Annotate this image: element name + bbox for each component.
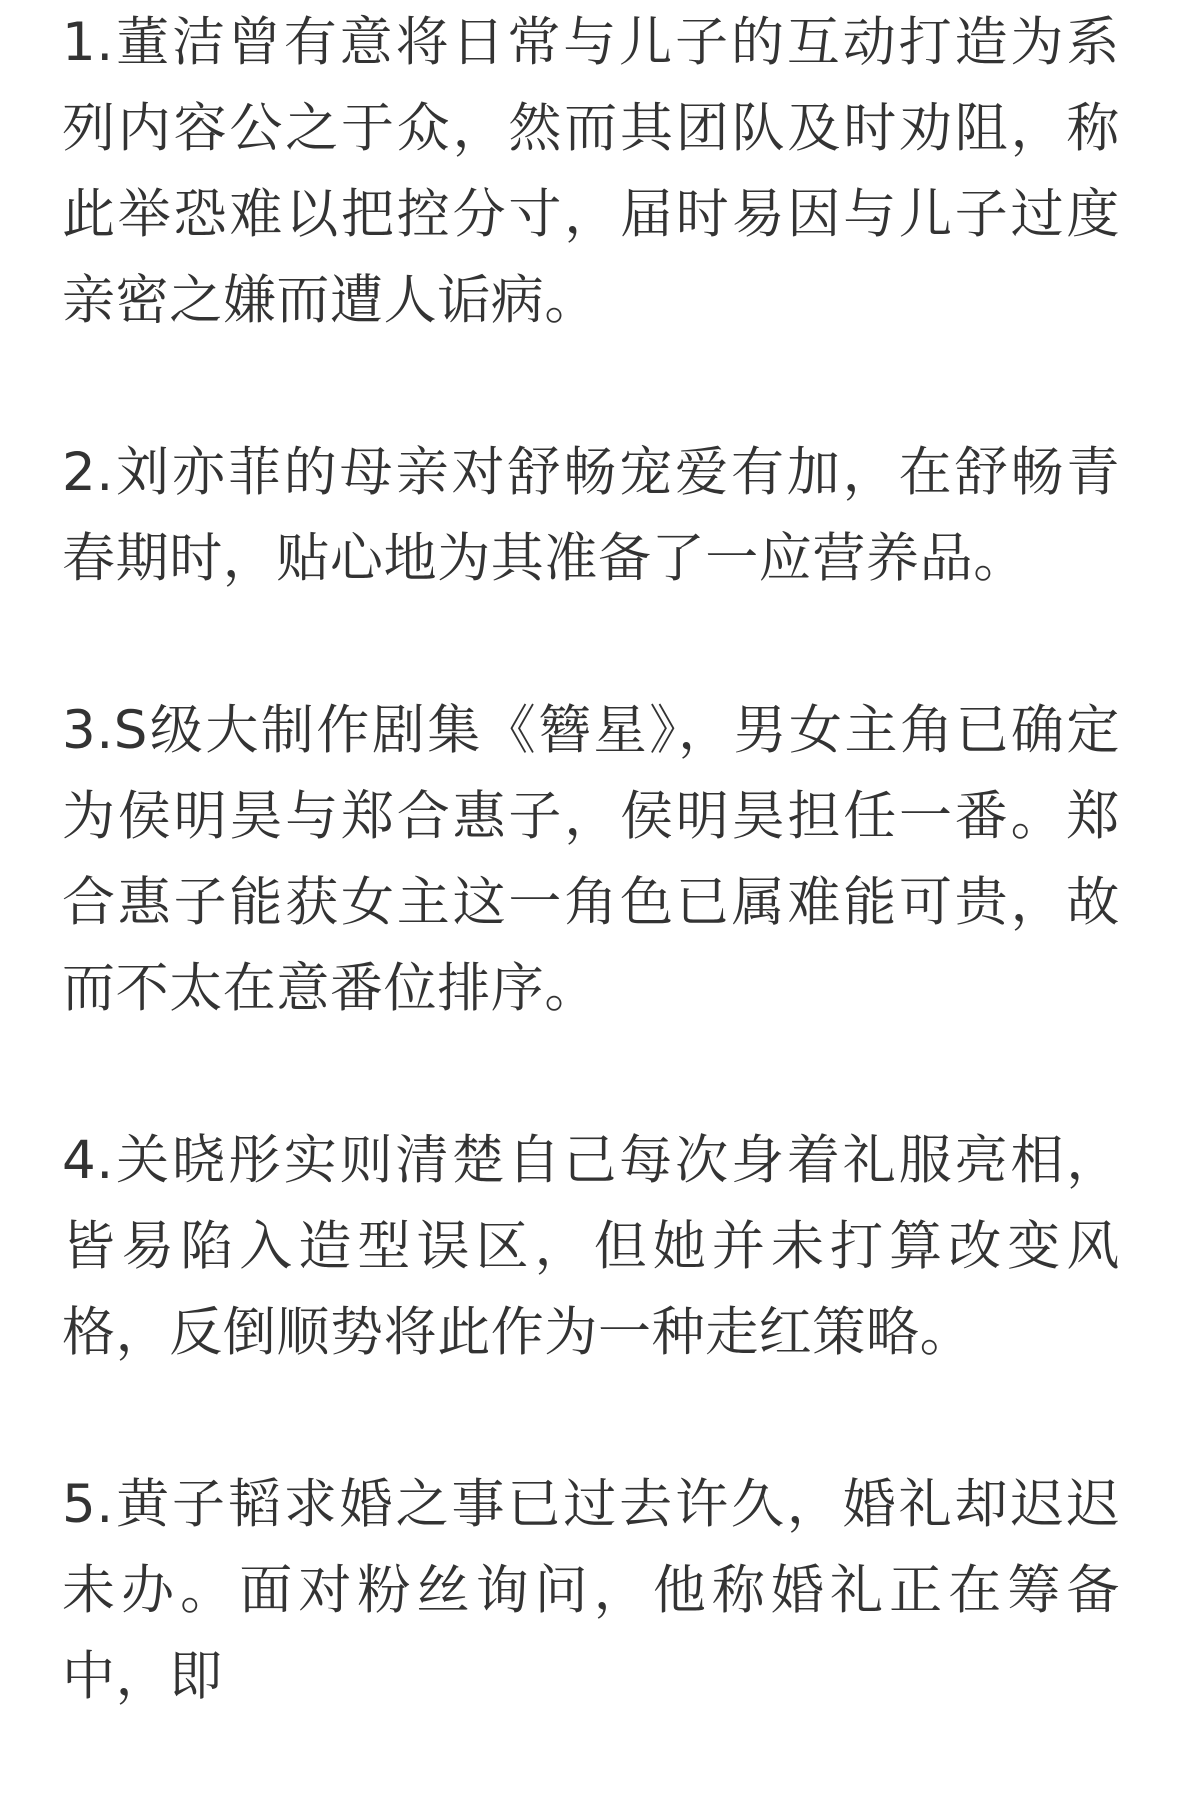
news-item-5: 5.黄子韬求婚之事已过去许久，婚礼却迟迟未办。面对粉丝询问，他称婚礼正在筹备中，即 <box>62 1474 1120 1707</box>
news-item-3: 3.S级大制作剧集《簪星》，男女主角已确定为侯明昊与郑合惠子，侯明昊担任一番。郑合惠子能获女主这一角色已属难能可贵，故而不太在意番位排序。 <box>62 700 1120 1019</box>
news-item-4: 4.关晓彤实则清楚自己每次身着礼服亮相，皆易陷入造型误区，但她并未打算改变风格，反倒顺势将此作为一种走红策略。 <box>62 1130 1120 1363</box>
news-item-1: 1.董洁曾有意将日常与儿子的互动打造为系列内容公之于众，然而其团队及时劝阻，称此举恐难以把控分寸，届时易因与儿子过度亲密之嫌而遭人诟病。 <box>62 12 1120 331</box>
article-body <box>62 0 1120 1806</box>
news-item-2: 2.刘亦菲的母亲对舒畅宠爱有加，在舒畅青春期时，贴心地为其准备了一应营养品。 <box>62 442 1120 589</box>
